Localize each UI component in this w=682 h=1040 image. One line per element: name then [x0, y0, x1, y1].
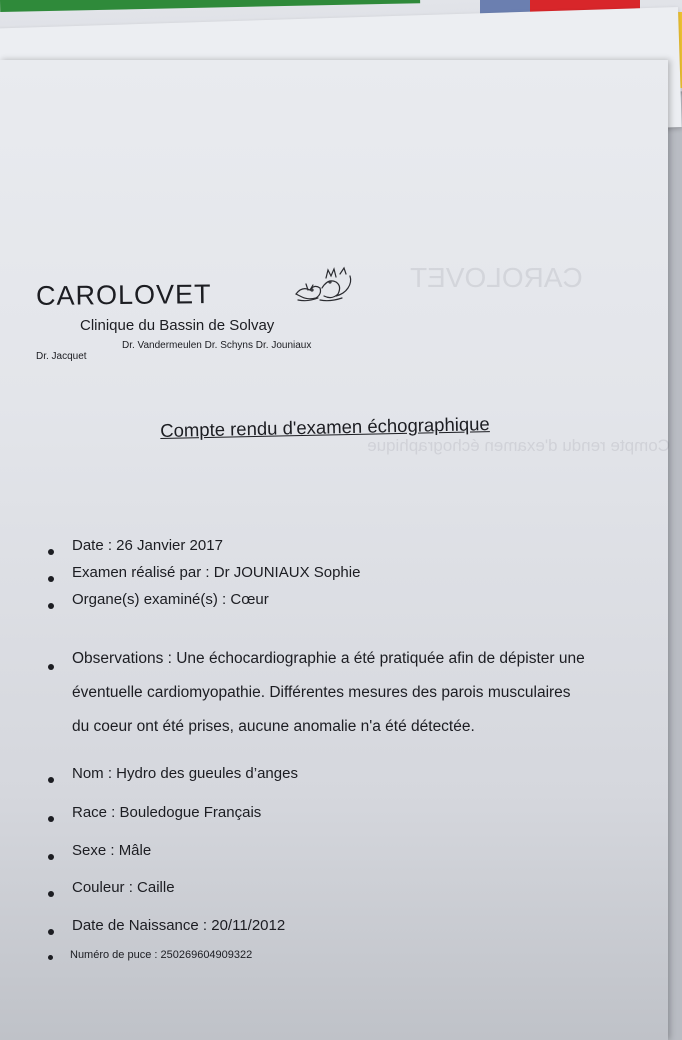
doctor-left: Dr. Jacquet: [36, 351, 87, 362]
chip-line: Numéro de puce : 250269604909322: [70, 949, 253, 961]
animals-logo-icon: [290, 260, 356, 306]
bullet-dot: [48, 664, 54, 670]
organs-line: Organe(s) examiné(s) : Cœur: [72, 591, 269, 608]
birth-line: Date de Naissance : 20/11/2012: [72, 917, 286, 934]
report-title: Compte rendu d'examen échographique: [160, 413, 490, 441]
bullet-dot: [48, 603, 54, 609]
observations-line-3: du coeur ont été prises, aucune anomalie n'a été détectée.: [72, 718, 475, 735]
bullet-dot: [48, 929, 54, 935]
breed-line: Race : Bouledogue Français: [72, 804, 262, 821]
clinic-name: Clinique du Bassin de Solvay: [80, 317, 275, 334]
observations-line-1: Observations : Une échocardiographie a été pratiquée afin de dépister une: [72, 650, 585, 667]
sex-line: Sexe : Mâle: [72, 842, 152, 859]
bullet-dot: [48, 816, 54, 822]
show-through-text: CAROLOVET: [410, 262, 583, 293]
bullet-dot: [48, 891, 54, 897]
observations-line-2: éventuelle cardiomyopathie. Différentes mesures des parois musculaires: [72, 684, 571, 701]
bullet-dot: [48, 576, 54, 582]
show-through-text: Compte rendu d'examen échographique: [367, 436, 670, 455]
bullet-dot: [48, 955, 53, 960]
examiner-line: Examen réalisé par : Dr JOUNIAUX Sophie: [72, 564, 361, 581]
name-line: Nom : Hydro des gueules d’anges: [72, 765, 298, 782]
bullet-dot: [48, 854, 54, 860]
bullet-dot: [48, 549, 54, 555]
color-line: Couleur : Caille: [72, 879, 175, 896]
bullet-dot: [48, 777, 54, 783]
doctors-right: Dr. Vandermeulen Dr. Schyns Dr. Jouniaux: [122, 340, 312, 351]
clinic-brand: CAROLOVET: [35, 279, 212, 311]
date-line: Date : 26 Janvier 2017: [72, 537, 223, 554]
